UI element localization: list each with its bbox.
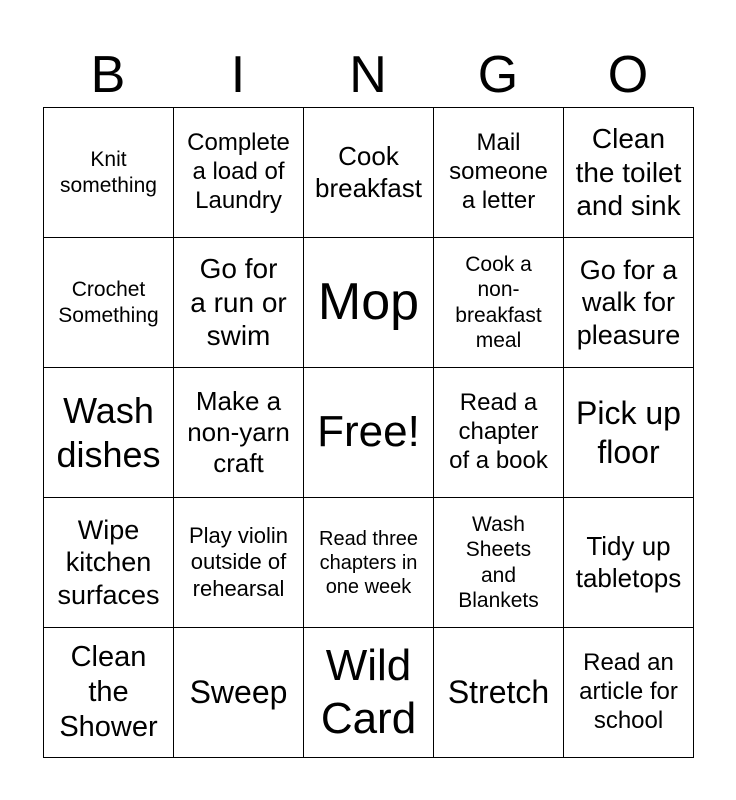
bingo-cell-label: Tidy up tabletops: [575, 531, 682, 593]
bingo-cell[interactable]: [304, 108, 434, 238]
bingo-cell[interactable]: [434, 238, 564, 368]
bingo-cell-label: Wild Card: [320, 640, 417, 743]
bingo-cell[interactable]: [564, 368, 694, 498]
bingo-cell-label: Cook a non- breakfast meal: [455, 253, 542, 352]
bingo-cell-label: Clean the toilet and sink: [575, 123, 682, 222]
bingo-cell[interactable]: [434, 628, 564, 758]
bingo-cell[interactable]: [434, 368, 564, 498]
bingo-cell-label: Read a chapter of a book: [449, 389, 548, 474]
bingo-cell[interactable]: [44, 238, 174, 368]
board-row: [44, 628, 694, 758]
bingo-cell-label: Read three chapters in one week: [319, 527, 418, 598]
bingo-cell-label: Wash dishes: [56, 390, 161, 475]
bingo-cell-label: Read an article for school: [579, 649, 678, 734]
board-row: [44, 238, 694, 368]
bingo-cell[interactable]: [174, 498, 304, 628]
bingo-cell[interactable]: [174, 628, 304, 758]
header-letter-b: B: [90, 46, 126, 104]
bingo-cell-label: Free!: [317, 407, 420, 457]
bingo-header: [43, 44, 693, 106]
bingo-cell-label: Clean the Shower: [59, 641, 158, 743]
bingo-cell[interactable]: [304, 368, 434, 498]
header-letter-g: G: [477, 46, 519, 104]
board-row: [44, 368, 694, 498]
bingo-cell-label: Make a non-yarn craft: [187, 385, 290, 479]
header-letter-i: I: [230, 46, 246, 104]
board-row: [44, 498, 694, 628]
bingo-cell-label: Go for a walk for pleasure: [576, 254, 681, 350]
bingo-cell[interactable]: [44, 108, 174, 238]
board-row: [44, 108, 694, 238]
bingo-cell[interactable]: [174, 108, 304, 238]
bingo-cell-label: Play violin outside of rehearsal: [188, 522, 289, 601]
bingo-cell[interactable]: [304, 498, 434, 628]
bingo-cell-label: Pick up floor: [576, 395, 681, 470]
header-letter-o: O: [607, 46, 649, 104]
bingo-cell[interactable]: [174, 238, 304, 368]
bingo-card: [43, 107, 694, 758]
bingo-cell[interactable]: [304, 238, 434, 368]
bingo-cell-label: Mop: [317, 273, 420, 332]
bingo-cell[interactable]: [564, 108, 694, 238]
bingo-cell[interactable]: [564, 238, 694, 368]
bingo-cell-label: Wash Sheets and Blankets: [458, 513, 539, 612]
bingo-cell-label: Go for a run or swim: [190, 253, 287, 352]
bingo-cell[interactable]: [44, 498, 174, 628]
bingo-cell[interactable]: [564, 498, 694, 628]
bingo-cell-label: Knit something: [60, 148, 157, 197]
bingo-cell[interactable]: [434, 108, 564, 238]
bingo-cell-label: Mail someone a letter: [449, 129, 548, 214]
bingo-cell[interactable]: [44, 628, 174, 758]
bingo-cell[interactable]: [434, 498, 564, 628]
bingo-cell[interactable]: [174, 368, 304, 498]
bingo-cell-label: Wipe kitchen surfaces: [57, 514, 160, 610]
bingo-cell-label: Cook breakfast: [315, 141, 422, 203]
bingo-cell-label: Complete a load of Laundry: [187, 129, 290, 214]
bingo-cell[interactable]: [564, 628, 694, 758]
bingo-cell-label: Crochet Something: [58, 278, 159, 327]
header-letter-n: N: [349, 46, 387, 104]
bingo-cell-label: Stretch: [447, 674, 550, 711]
bingo-cell[interactable]: [44, 368, 174, 498]
bingo-cell-label: Sweep: [189, 674, 288, 711]
bingo-cell[interactable]: [304, 628, 434, 758]
